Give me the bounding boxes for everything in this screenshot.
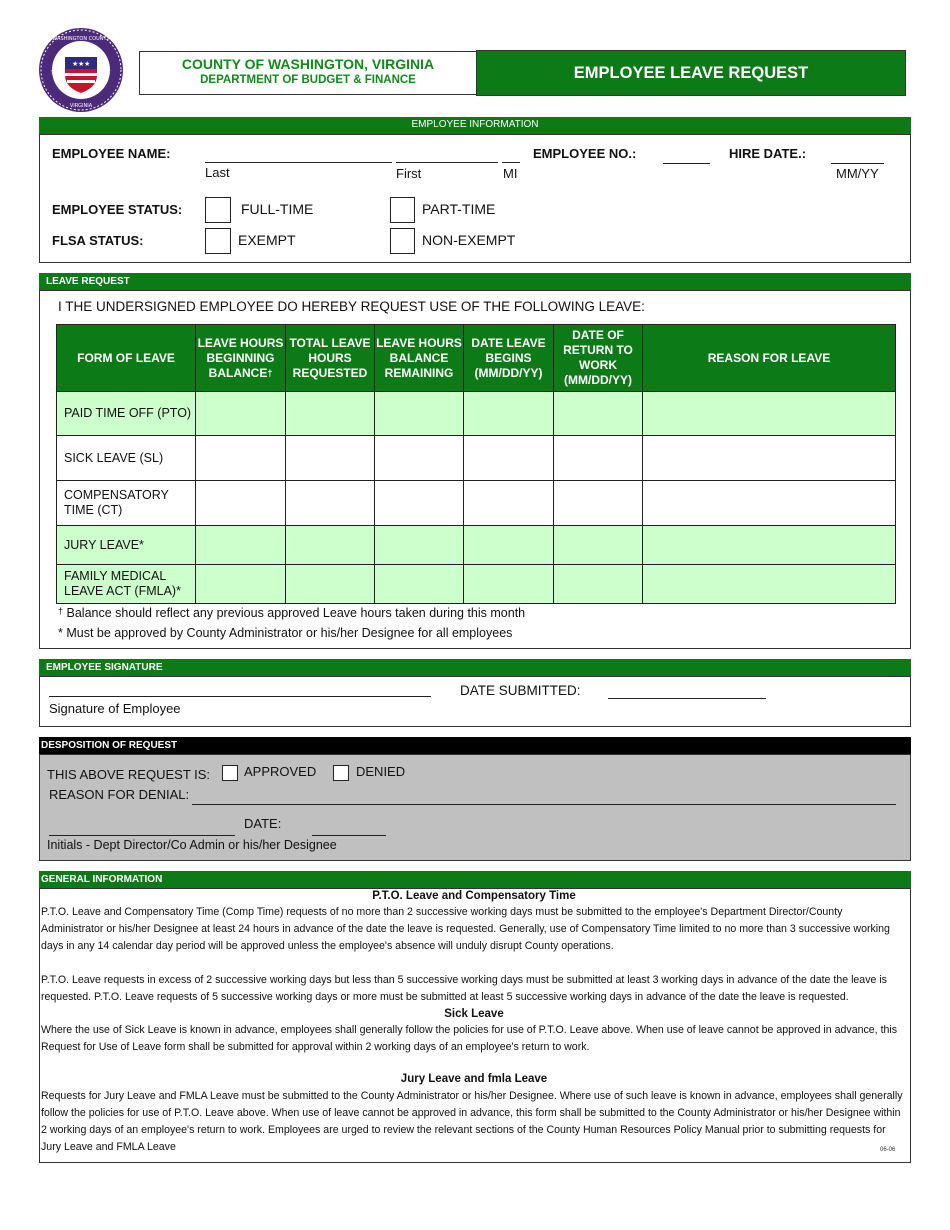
table-cell[interactable] [464, 392, 554, 436]
exempt-label: EXEMPT [238, 232, 296, 248]
part-time-checkbox[interactable] [390, 197, 415, 223]
table-cell[interactable] [286, 436, 375, 481]
table-cell[interactable] [286, 481, 375, 526]
disposition-bar: DESPOSITION OF REQUEST [39, 737, 911, 754]
date-submitted-field[interactable] [608, 698, 766, 699]
request-is-label: THIS ABOVE REQUEST IS: [47, 767, 211, 782]
full-time-checkbox[interactable] [205, 197, 231, 223]
table-cell[interactable] [643, 565, 896, 604]
svg-text:★: ★ [84, 60, 91, 68]
county-header-box [139, 51, 477, 95]
table-cell[interactable] [554, 526, 643, 565]
table-row [57, 481, 896, 526]
sick-paragraph: Where the use of Sick Leave is known in advance, employees shall generally follow the policies for use of P.T.O. Leave above. When use of leave cannot be approved in advance, this Request for Use of Leave form shall be submitted for approval within 2 working days of an employee's return to work. [41, 1024, 898, 1053]
leave-type: COMPENSATORY TIME (CT) [57, 481, 196, 526]
svg-text:★: ★ [78, 60, 85, 68]
general-info-bar: GENERAL INFORMATION [39, 871, 911, 888]
exempt-checkbox[interactable] [205, 228, 231, 254]
hire-date-label: HIRE DATE.: [729, 146, 807, 161]
table-cell[interactable] [196, 526, 286, 565]
col-reason: REASON FOR LEAVE [643, 325, 896, 392]
svg-text:★: ★ [104, 67, 112, 76]
middle-initial-field[interactable] [502, 162, 520, 163]
hire-date-field[interactable] [831, 163, 884, 164]
table-cell[interactable] [286, 392, 375, 436]
col-date-begins: DATE LEAVE BEGINS (MM/DD/YY) [464, 325, 554, 392]
date-submitted-label: DATE SUBMITTED: [460, 683, 581, 698]
svg-text:★: ★ [50, 67, 58, 76]
request-statement: I THE UNDERSIGNED EMPLOYEE DO HEREBY REQUEST USE OF THE FOLLOWING LEAVE: [58, 299, 645, 314]
table-cell[interactable] [554, 436, 643, 481]
table-cell[interactable] [375, 526, 464, 565]
county-seal [38, 27, 124, 113]
table-cell[interactable] [196, 565, 286, 604]
disposition-date-field[interactable] [312, 835, 386, 836]
dagger-mark: † [58, 606, 64, 616]
leave-request-bar: LEAVE REQUEST [39, 273, 911, 290]
leave-table-header [57, 325, 896, 392]
dagger-note [58, 606, 525, 620]
leave-type: FAMILY MEDICAL LEAVE ACT (FMLA)* [57, 565, 196, 604]
employee-info-bar: EMPLOYEE INFORMATION [39, 117, 911, 134]
first-label: First [396, 166, 422, 181]
reason-denial-label: REASON FOR DENIAL: [49, 787, 190, 802]
table-cell[interactable] [375, 392, 464, 436]
pto-paragraph-2: P.T.O. Leave requests in excess of 2 successive working days but less than 5 successive working days must be submitted at least 3 working days in advance of the date the leave is requested. P.T.O. Leave requests of 5 successive working days or more must be submitted at least 5 successive working days in advance of the date the leave is requested. [41, 974, 887, 1003]
pto-paragraph-1: P.T.O. Leave and Compensatory Time (Comp Time) requests of no more than 2 successive working days must be submitted to the employee's Department Director/County Administrator or his/her Designee at least 24 hours in advance of the date the leave is requested. Generally, use of Compensatory Time limited to no more than 3 successive working days in any 14 calendar day period will be approved unless the employee's absence will unduly disrupt County operations. [41, 906, 890, 952]
table-cell[interactable] [554, 392, 643, 436]
table-cell[interactable] [643, 526, 896, 565]
department-name: DEPARTMENT OF BUDGET & FINANCE [200, 74, 416, 86]
form-title: EMPLOYEE LEAVE REQUEST [476, 50, 906, 96]
leave-type: PAID TIME OFF (PTO) [57, 392, 196, 436]
table-cell[interactable] [286, 526, 375, 565]
jury-paragraph: Requests for Jury Leave and FMLA Leave must be submitted to the County Administrator or his/her Designee. Where use of such leave is known in advance, employees shall generally follow the policies for use of P.T.O. Leave above. When use of leave cannot be approved in advance, this form shall be submitted to the County Administrator or his/her Designee within 2 working days of an employee's return to work. Employees are urged to review the relevant sections of the County Human Resources Policy Manual prior to submitting requests for Jury Leave and FMLA Leave [41, 1090, 903, 1153]
signature-label: Signature of Employee [49, 701, 181, 716]
signature-field[interactable] [49, 696, 431, 697]
part-time-label: PART-TIME [422, 201, 496, 217]
col-balance-remaining: LEAVE HOURS BALANCE REMAINING [375, 325, 464, 392]
disposition-date-label: DATE: [244, 816, 282, 831]
flsa-status-label: FLSA STATUS: [52, 233, 144, 248]
table-cell[interactable] [196, 481, 286, 526]
table-cell[interactable] [643, 481, 896, 526]
svg-text:★: ★ [72, 60, 79, 68]
table-row [57, 392, 896, 436]
leave-type: JURY LEAVE* [57, 526, 196, 565]
table-cell[interactable] [643, 436, 896, 481]
table-cell[interactable] [643, 392, 896, 436]
dagger-note-text: Balance should reflect any previous approved Leave hours taken during this month [66, 606, 526, 620]
jury-heading: Jury Leave and fmla Leave [400, 1073, 548, 1085]
denied-label: DENIED [356, 764, 406, 779]
full-time-label: FULL-TIME [241, 201, 314, 217]
first-name-field[interactable] [396, 162, 498, 163]
county-name: COUNTY OF WASHINGTON, VIRGINIA [181, 56, 435, 72]
general-info-text [41, 888, 907, 1156]
sick-heading: Sick Leave [444, 1008, 504, 1020]
employee-name-label: EMPLOYEE NAME: [52, 146, 171, 161]
table-cell[interactable] [375, 565, 464, 604]
pto-heading: P.T.O. Leave and Compensatory Time [372, 890, 576, 902]
signature-bar: EMPLOYEE SIGNATURE [39, 659, 911, 676]
last-label: Last [205, 165, 230, 180]
form-code: 06-06 [880, 1147, 896, 1153]
col-return-date: DATE OF RETURN TO WORK (MM/DD/YY) [554, 325, 643, 392]
svg-text:WASHINGTON COUNTY: WASHINGTON COUNTY [52, 36, 110, 42]
table-cell[interactable] [464, 565, 554, 604]
table-cell[interactable] [286, 565, 375, 604]
approved-checkbox[interactable] [222, 765, 238, 781]
initials-label: Initials - Dept Director/Co Admin or his/her Designee [47, 838, 337, 852]
mi-label: MI [503, 166, 518, 181]
approved-label: APPROVED [244, 764, 317, 779]
col-beginning-balance: LEAVE HOURS BEGINNING BALANCE† [196, 325, 286, 392]
reason-denial-field[interactable] [192, 804, 896, 805]
table-cell[interactable] [554, 565, 643, 604]
leave-table [56, 324, 896, 604]
table-cell[interactable] [375, 436, 464, 481]
table-row [57, 565, 896, 604]
approval-note: * Must be approved by County Administrator or his/her Designee for all employees [58, 626, 513, 640]
table-row [57, 436, 896, 481]
employee-number-field[interactable] [663, 163, 710, 164]
col-hours-requested: TOTAL LEAVE HOURS REQUESTED [286, 325, 375, 392]
hire-date-format: MM/YY [836, 166, 879, 181]
last-name-field[interactable] [205, 162, 392, 163]
denied-checkbox[interactable] [333, 765, 349, 781]
table-cell[interactable] [464, 481, 554, 526]
employee-status-label: EMPLOYEE STATUS: [52, 202, 183, 217]
table-cell[interactable] [554, 481, 643, 526]
table-cell[interactable] [464, 526, 554, 565]
table-cell[interactable] [196, 392, 286, 436]
table-cell[interactable] [375, 481, 464, 526]
table-row [57, 526, 896, 565]
table-cell[interactable] [196, 436, 286, 481]
initials-field[interactable] [49, 835, 235, 836]
leave-type: SICK LEAVE (SL) [57, 436, 196, 481]
non-exempt-checkbox[interactable] [390, 228, 415, 254]
employee-number-label: EMPLOYEE NO.: [533, 146, 637, 161]
non-exempt-label: NON-EXEMPT [422, 232, 516, 248]
col-form-of-leave: FORM OF LEAVE [57, 325, 196, 392]
svg-text:VIRGINIA: VIRGINIA [69, 103, 93, 109]
table-cell[interactable] [464, 436, 554, 481]
